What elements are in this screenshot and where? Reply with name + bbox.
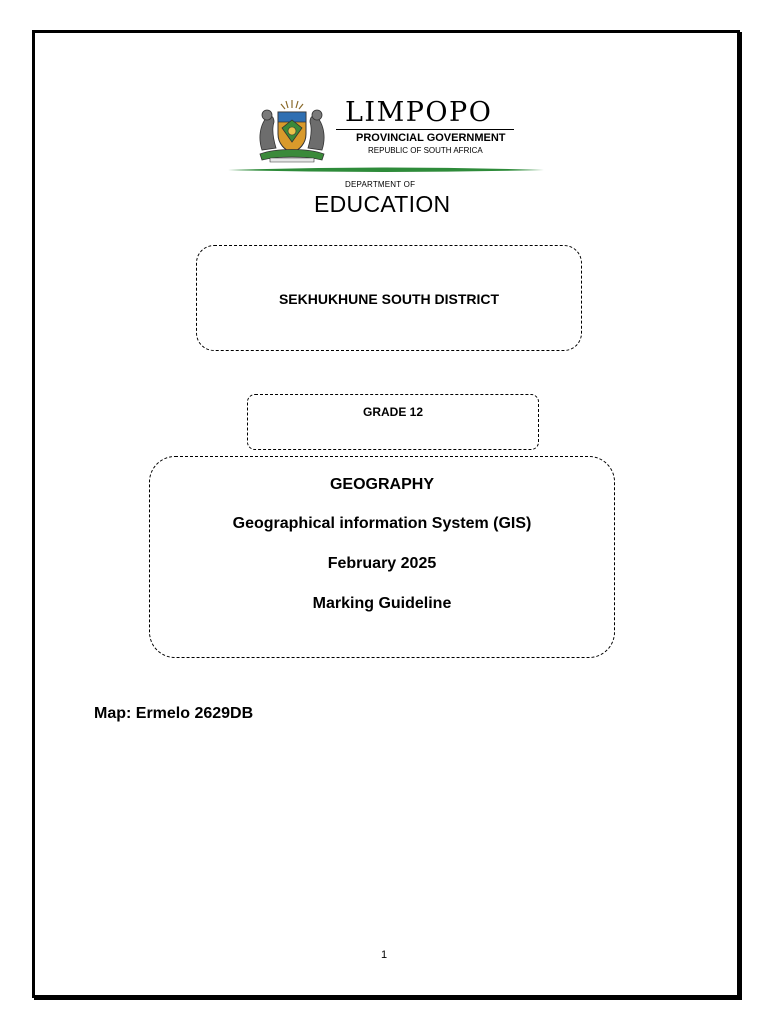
map-label: Map: Ermelo 2629DB: [94, 705, 254, 722]
logo-swoosh: [228, 166, 544, 174]
logo-country: REPUBLIC OF SOUTH AFRICA: [368, 146, 483, 155]
logo-subtitle: PROVINCIAL GOVERNMENT: [356, 132, 506, 144]
subject-box: [149, 456, 615, 658]
district-box: [196, 245, 582, 351]
paper-title: Geographical information System (GIS): [232, 515, 532, 532]
department-prefix: DEPARTMENT OF: [345, 180, 416, 189]
district-name: SEKHUKHUNE SOUTH DISTRICT: [278, 291, 500, 307]
grade-label: GRADE 12: [362, 405, 424, 419]
document-type: Marking Guideline: [312, 595, 452, 612]
page-number: 1: [380, 949, 388, 961]
logo-title: LIMPOPO: [345, 97, 493, 128]
grade-box: [247, 394, 539, 450]
exam-date: February 2025: [327, 555, 437, 572]
department-name: EDUCATION: [314, 191, 451, 217]
subject-name: GEOGRAPHY: [329, 476, 434, 493]
limpopo-education-logo: [228, 96, 544, 220]
logo-divider: [336, 129, 514, 130]
coat-of-arms-icon: [256, 98, 328, 164]
